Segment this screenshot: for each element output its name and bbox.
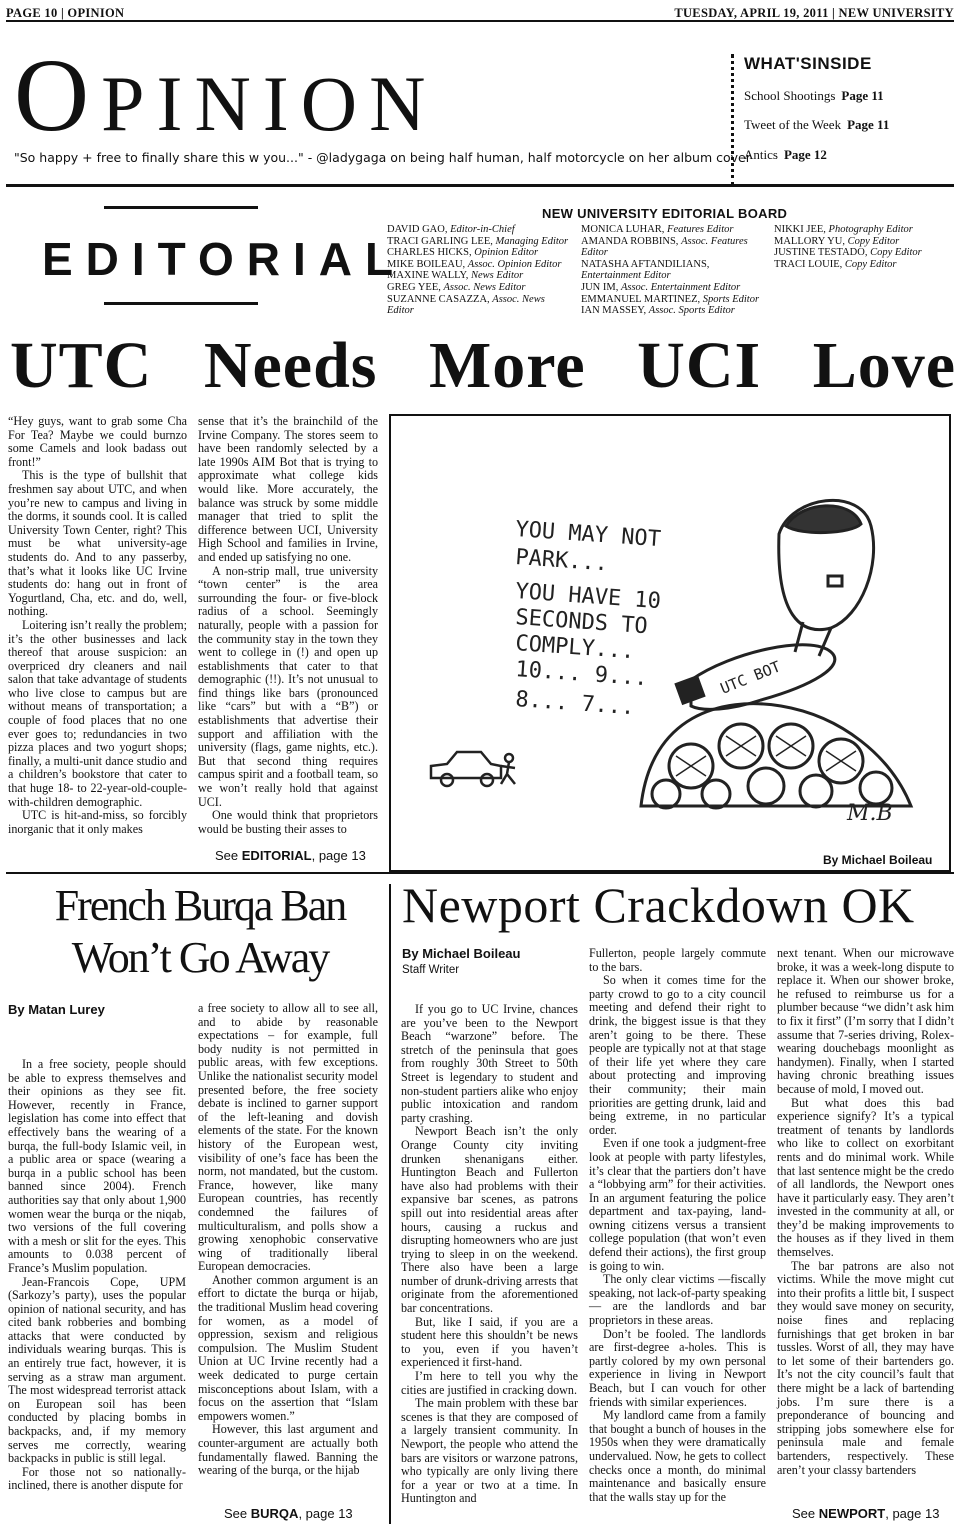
board-member: MIKE BOILEAU, Assoc. Opinion Editor: [387, 258, 562, 270]
board-member: TRACI LOUIE, Copy Editor: [774, 258, 897, 270]
burqa-column-2: a free society to allow all to see all, and to abide by reasonable expectations – for example, full body nudity is not permitted in public areas, with few exceptions. Unlike the nationalist security model presented before, the free society debate is inclined to garner support of the left-leaning and dovish elements of the state. For the known history of the European west, visibility of one’s face has been the norm, not mandated, but the custom. France, however, like many European countries, has recently condemned the failures of multiculturalism, and polls show a growing xenophobic conservative wing of traditionally liberal European democracies. Another common argument is an effort to dictate the burqa or hijab, the traditional Muslim head covering for women, as a model of oppression, sexism and religious compulsion. The Muslim Student Union at UC Irvine recently had a week dedicated to purge certain misconceptions about Islam, with a focus on the assertion that “Islam empowers women.” However, this last argument and counter-argument are actually both fundamentally flawed. Banning the wearing of the burqa, or the hijab: [198, 1001, 378, 1478]
board-member: JUN IM, Assoc. Entertainment Editor: [581, 281, 741, 293]
newport-jump-link[interactable]: See NEWPORT, page 13: [792, 1506, 940, 1521]
whats-inside-title: WHAT'SINSIDE: [744, 54, 872, 73]
board-member: EMMANUEL MARTINEZ, Sports Editor: [581, 293, 760, 305]
burqa-jump-link[interactable]: See BURQA, page 13: [224, 1506, 353, 1521]
newport-headline: Newport Crackdown OK: [402, 877, 915, 933]
board-member: MONICA LUHAR, Features Editor: [581, 224, 734, 235]
person-icon: [501, 754, 515, 784]
car-icon: [431, 752, 501, 786]
board-member: NIKKI JEE, Photography Editor: [774, 224, 913, 235]
cartoon-line: SECONDS TO: [514, 605, 649, 640]
editorial-cartoon: [389, 414, 951, 872]
board-member: MAXINE WALLY, News Editor: [387, 270, 524, 282]
robot-body-label: UTC BOT: [717, 657, 784, 698]
board-member: JUSTINE TESTADO, Copy Editor: [774, 247, 922, 259]
newport-byline: By Michael Boileau: [402, 946, 521, 961]
column-divider: [389, 884, 391, 1524]
board-member: NATASHA AFTANDILIANS, Entertainment Editor: [581, 258, 710, 282]
section-title: OPINION: [14, 38, 438, 153]
board-column-2: [581, 224, 767, 317]
editorial-column-2: sense that it’s the brainchild of the Irvine Company. The stores seem to have been randomly selected by a late 1990s AIM Bot that is trying to approximate what college kids would like. More accurately, the balance was struck by some middle manager that tried to split the difference between UCI, University High School and families in Irvine, and ended up satisfying no one. A non-strip mall, true university “town center” is the area surrounding the four- or five-block radius of a school. Seemingly naturally, people with a passion for the community stay in the town they went to college in (!) and open up establishments that cater to that demographic (!!). It’s not unusual to find things like bars (pronounced like “cars” but with a “B”) or establishments that advertise their support and affiliation with the university (flags, game nights, etc.). But that second thing requires campus spirit and a football team, so we won’t really hold that against UCI. One would think that proprietors would be busting their asses to: [198, 414, 378, 836]
page-number: PAGE 10 | OPINION: [6, 6, 125, 20]
robot-neck-icon: [795, 622, 831, 656]
masthead-rule: [6, 184, 954, 187]
editorial-board-title: NEW UNIVERSITY EDITORIAL BOARD: [542, 206, 788, 221]
burqa-column-1: In a free society, people should be able to express themselves and their opinions as they see fit. However, recently in France, legislation has come into effect that effectively bans the wearing of a burqa, the full-body Islamic veil, in a public area or space (wearing a burqa in a public school has been banned since 2004). French authorities say that only about 1,900 women wear the burqa or the niqab, two versions of the full covering with a mesh or slit for the eyes. This amounts to 0.038 percent of France’s Muslim population. Jean-Francois Cope, UPM (Sarkozy’s party), uses the popular opinion of national security, and has cited bank robberies and bombing attacks that were conducted by individuals wearing burqas. This is an entirely true fact, however, it is serving as a straw man argument. The most widespread terrorist attack on European soil has been conducted by placing bombs in backpacks, and, if my memory serves me correctly, wearing backpacks in public is still legal. For those not so nationally-inclined, there is another dispute for: [8, 1057, 186, 1493]
robot-base-icon: [641, 704, 911, 808]
cartoon-drawing: [391, 416, 949, 870]
editorial-label: EDITORIAL: [42, 233, 407, 285]
board-member: TRACI GARLING LEE, Managing Editor: [387, 235, 569, 247]
cartoon-credit: By Michael Boileau: [823, 853, 933, 867]
cartoon-signature: M.B: [847, 801, 893, 826]
board-member: SUZANNE CASAZZA, Assoc. News Editor: [387, 293, 545, 317]
robot-head-icon: [779, 500, 874, 629]
board-member: CHARLES HICKS, Opinion Editor: [387, 247, 539, 259]
section-quote: "So happy + free to finally share this w you..." - @ladygaga on being half human, half motorcycle on her album cover: [14, 150, 751, 165]
editorial-column-1: “Hey guys, want to grab some Cha For Tea? Maybe we could burnzo some Camels and look badass out front!” This is the type of bullshit that freshmen say about UTC, and when you’re new to campus and living in the dorms, it sounds cool. It is called University Town Center, right? This must be what university-age students do. And to any passerby, that’s what it looks like UC Irvine students do: hang out in front of Yogurtland, Cha, etc. and do, well, nothing. Loitering isn’t really the problem; it’s the other businesses and lack thereof that arouse suspicion: an overpriced dry cleaners and nail salon that take advantage of students who live close to campus but are without means of transportation; a couple of food places that no one ever goes to; redundancies in two pizza places and two yogurt shops; finally, a multi-unit dance studio and a children’s bookstore that cater to that huge 18- to 22-year-old-couple-with-children demographic. UTC is hit-and-miss, so forcibly inorganic that it only makes: [8, 414, 187, 836]
inside-divider: [731, 54, 734, 186]
board-member: AMANDA ROBBINS, Assoc. Features Editor: [581, 235, 748, 259]
editorial-headline: UTC Needs More UCI Love: [10, 329, 957, 402]
issue-date: TUESDAY, APRIL 19, 2011 | NEW UNIVERSITY: [674, 6, 954, 20]
inside-item-tweet[interactable]: Tweet of the Week Page 11: [744, 117, 890, 132]
cartoon-line: YOU HAVE 10: [514, 579, 662, 615]
newport-column-3: next tenant. When our microwave broke, it was a week-long dispute to replace it. When our shower broke, he refused to reimburse us for a plumber because “we didn’t ask him to fix it first” (I’m sorry that I didn’t assume that 7-series driving, Rolex-wearing douchebags moonlight as handymen). Finally, when I started having chronic breathing issues because of mold, I moved out. But what does this bad experience signify? It’s a typical treatment of tenants by landlords who like to collect on exorbitant rents and do minimal work. While that last sentence might be the credo of all landlords, the Newport ones have it particularly easy. They aren’t invested in the community at all, or they’d be making improvements to the houses as if they lived in them themselves. The bar patrons are also not victims. While the move might cut into their profits a little bit, I suspect they would save money on security, noise fines and replacing furnishings that get broken in bar tussles. Worst of all, they may have to let some of their bartenders go. It’s not the city council’s fault that there might be a lack of bartending jobs. I’m sure there is a preponderance of bouncing and stripping jobs somewhere else for peninsula male and female bartenders, respectively. These aren’t your classy bartenders: [777, 946, 954, 1477]
board-column-3: [774, 224, 954, 270]
board-member: GREG YEE, Assoc. News Editor: [387, 281, 526, 293]
board-member: MALLORY YU, Copy Editor: [774, 235, 900, 247]
board-member: DAVID GAO, Editor-in-Chief: [387, 224, 515, 235]
inside-item-school-shootings[interactable]: School Shootings Page 11: [744, 88, 884, 103]
section-rule: [6, 872, 954, 874]
editorial-jump-link[interactable]: See EDITORIAL, page 13: [215, 848, 366, 863]
cartoon-speech: [515, 517, 662, 720]
cartoon-line: YOU MAY NOT: [514, 517, 662, 553]
cartoon-line: COMPLY...: [514, 631, 636, 665]
editorial-rule-top: [104, 206, 258, 209]
editorial-rule-bottom: [104, 302, 258, 305]
newport-column-2: Fullerton, people largely commute to the bars. So when it comes time for the party crowd to go to a city council meeting and defend their right to drink, the biggest issue is that they aren’t going to be there. These people are typically not at that stage of their life yet where they care about protecting and improving their community; their main priorities are getting drunk, laid and being extreme, in no particular order. Even if one took a judgment-free look at people with party lifestyles, it’s clear that the partiers don’t have a “lobbying arm” for their activities. In an argument featuring the police department and tax-paying, land-owning citizens versus a transient college population (that won’t even defend their actions), the first group is going to win. The only clear victims —fiscally speaking, not lack-of-party speaking — are the landlords and bar proprietors in these areas. Don’t be fooled. The landlords are first-degree a-holes. This is partly colored by my own personal experience in living in Newport Beach, but I can vouch for other friends with similar experiences. My landlord came from a family that bought a bunch of houses in the 1950s when they were dramatically undervalued. Now, he gets to collect checks once a month, do minimal maintenance and basically ensure that the walls stay up for the: [589, 946, 766, 1504]
board-member: IAN MASSEY, Assoc. Sports Editor: [581, 305, 735, 317]
cartoon-line: PARK...: [514, 545, 609, 577]
newport-staff-label: Staff Writer: [402, 964, 460, 976]
cartoon-line: 10... 9...: [514, 657, 649, 692]
robot-body-icon: [676, 645, 835, 710]
inside-item-antics[interactable]: Antics Page 12: [744, 147, 827, 162]
burqa-headline: French Burqa Ban Won’t Go Away: [54, 881, 346, 982]
page-header: [6, 4, 954, 22]
newport-column-1: If you go to UC Irvine, chances are you’ve been to the Newport Beach “warzone” before. The stretch of the peninsula that goes from roughly 30th Street to 50th Street is legendary to student and non-student partiers alike who enjoy public intoxication and random party crashing. Newport Beach isn’t the only Orange County city inviting drunken shenanigans either. Huntington Beach and Fullerton have also had problems with their expansive bar scenes, as patrons spill out into residential areas after hours, causing a ruckus and disrupting homeowners who are just trying to sleep in on the weekend. There also have been a large number of drunk-driving arrests that originate from the aforementioned bar concentrations. But, like I said, if you are a student here this shouldn’t be news to you, even if you haven’t experienced it first-hand. I’m here to tell you why the cities are justified in cracking down. The main problem with these bar scenes is that they are composed of a largely transient community. In Newport, the people who attend the bars are visitors or warzone patrons, who typically are only living there for a year or two at a time. In Huntington and: [401, 1002, 578, 1506]
burqa-byline: By Matan Lurey: [8, 1002, 105, 1017]
board-column-1: [387, 224, 573, 317]
cartoon-line: 8... 7...: [514, 687, 636, 721]
